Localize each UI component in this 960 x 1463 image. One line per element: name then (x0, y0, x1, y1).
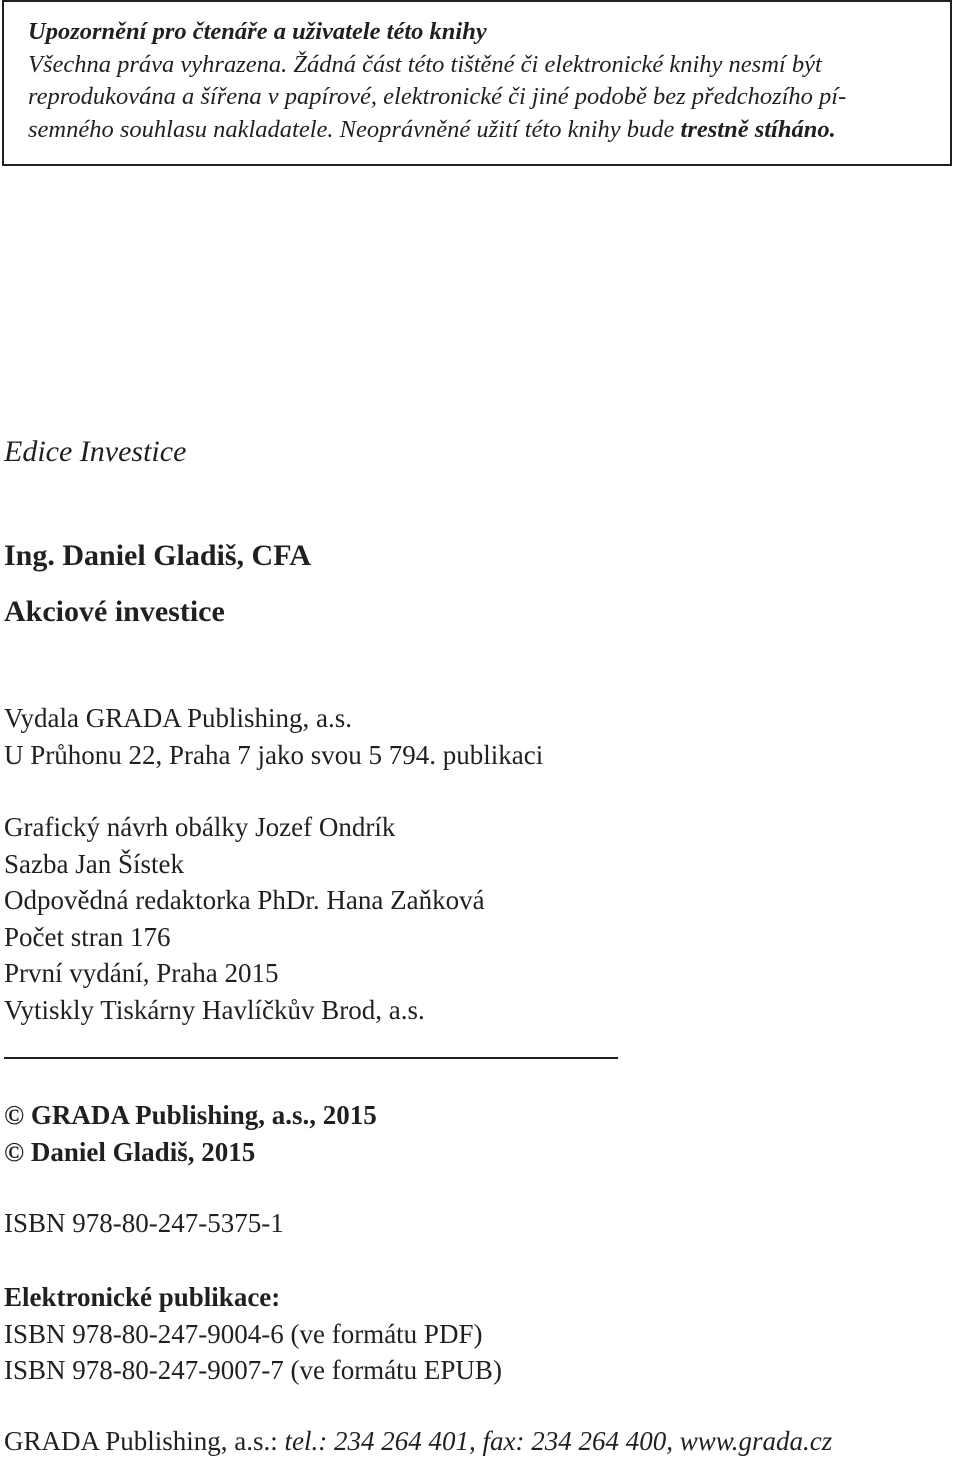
credit-typesetting: Sazba Jan Šístek (4, 848, 184, 879)
isbn-epub: ISBN 978-80-247-9007-7 (ve formátu EPUB) (4, 1355, 502, 1385)
notice-title: Upozornění pro čtenáře a uživatele této knihy (28, 18, 487, 45)
isbn-pdf: ISBN 978-80-247-9004-6 (ve formátu PDF) (4, 1318, 483, 1349)
credit-printer: Vytiskly Tiskárny Havlíčkův Brod, a.s. (4, 994, 425, 1025)
publisher-block (4, 700, 543, 773)
copyright-block (4, 1097, 377, 1170)
electronic-heading: Elektronické publikace: (4, 1282, 281, 1312)
notice-line-2: reprodukována a šířena v papírové, elektronické či jiné podobě bez předchozího pí- (28, 83, 847, 110)
notice-line-3-text: semného souhlasu nakladatele. Neoprávněné užití této knihy bude (28, 115, 681, 143)
copyright-author: © Daniel Gladiš, 2015 (4, 1136, 256, 1167)
isbn-print: ISBN 978-80-247-5375-1 (4, 1208, 284, 1238)
notice-line-3 (28, 114, 926, 147)
credits-block (4, 809, 485, 1028)
publisher-address: U Průhonu 22, Praha 7 jako svou 5 794. publikaci (4, 739, 544, 770)
copyright-publisher: © GRADA Publishing, a.s., 2015 (4, 1100, 377, 1130)
separator-rule (4, 1057, 618, 1059)
electronic-block (4, 1279, 502, 1389)
credit-cover-design: Grafický návrh obálky Jozef Ondrík (4, 812, 396, 842)
credit-editor: Odpovědná redaktorka PhDr. Hana Zaňková (4, 885, 485, 915)
credit-edition: První vydání, Praha 2015 (4, 958, 279, 988)
copyright-notice-box (2, 0, 952, 166)
book-title: Akciové investice (4, 595, 225, 628)
contact-details: tel.: 234 264 401, fax: 234 264 400, www.grada.cz (284, 1426, 833, 1456)
notice-line-1: Všechna práva vyhrazena. Žádná část této tištěné či elektronické knihy nesmí být (28, 50, 822, 78)
contact-publisher-name: GRADA Publishing, a.s.: (4, 1426, 285, 1456)
credit-page-count: Počet stran 176 (4, 921, 171, 952)
publisher-line: Vydala GRADA Publishing, a.s. (4, 703, 353, 733)
notice-emphasis: trestně stíháno. (680, 115, 836, 143)
publisher-contact (4, 1423, 832, 1460)
author-name: Ing. Daniel Gladiš, CFA (4, 539, 311, 572)
edition-name: Edice Investice (4, 435, 187, 468)
